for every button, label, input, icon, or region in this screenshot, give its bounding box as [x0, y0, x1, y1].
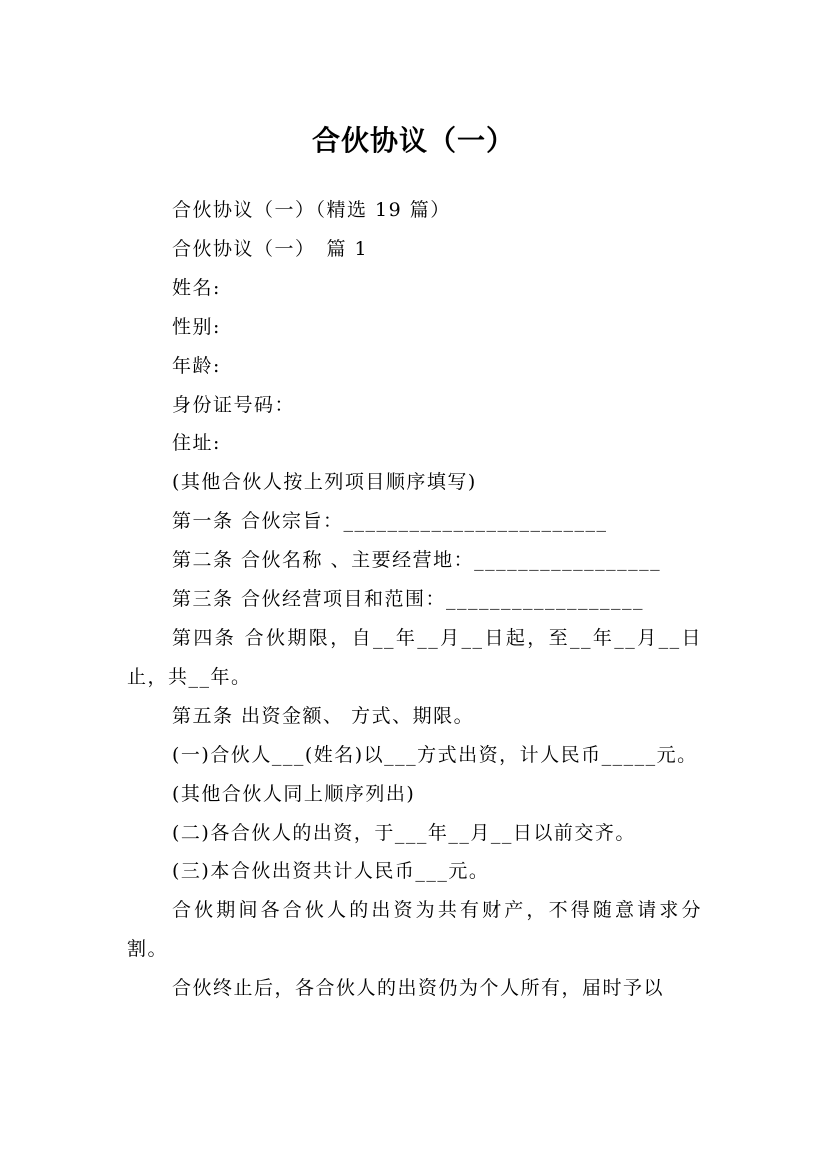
article-5-note: (其他合伙人同上顺序列出) — [172, 782, 416, 805]
document-title: 合伙协议（一） — [311, 123, 515, 157]
field-gender: 性别: — [172, 315, 221, 338]
article-5-item-1: (一)合伙人___(姓名)以___方式出资，计人民币_____元。 — [172, 743, 698, 766]
field-address: 住址: — [172, 432, 221, 455]
paragraph-subtitle: 合伙协议（一）（精选 19 篇） — [172, 199, 451, 221]
paragraph-shared-property: 合伙期间各合伙人的出资为共有财产，不得随意请求分割。 — [127, 899, 702, 961]
field-id-number: 身份证号码： — [172, 393, 296, 416]
article-5: 第五条 出资金额、 方式、期限。 — [172, 704, 475, 727]
article-4: 第四条 合伙期限，自__年__月__日起，至__年__月__日止，共__年。 — [127, 626, 702, 688]
paragraph-termination: 合伙终止后，各合伙人的出资仍为个人所有，届时予以 — [172, 977, 665, 1000]
field-name: 姓名: — [172, 276, 221, 299]
field-age: 年龄: — [172, 354, 221, 377]
article-1: 第一条 合伙宗旨：________________________ — [172, 510, 608, 533]
article-3: 第三条 合伙经营项目和范围：__________________ — [172, 588, 645, 611]
paragraph-note: (其他合伙人按上列项目顺序填写) — [172, 471, 477, 494]
article-5-item-2: (二)各合伙人的出资，于___年__月__日以前交齐。 — [172, 821, 636, 844]
paragraph-section-heading: 合伙协议（一） 篇 1 — [172, 237, 369, 260]
article-5-item-3: (三)本合伙出资共计人民币___元。 — [172, 860, 490, 883]
document-body — [127, 191, 702, 1008]
article-2: 第二条 合伙名称 、主要经营地：_________________ — [172, 549, 662, 572]
